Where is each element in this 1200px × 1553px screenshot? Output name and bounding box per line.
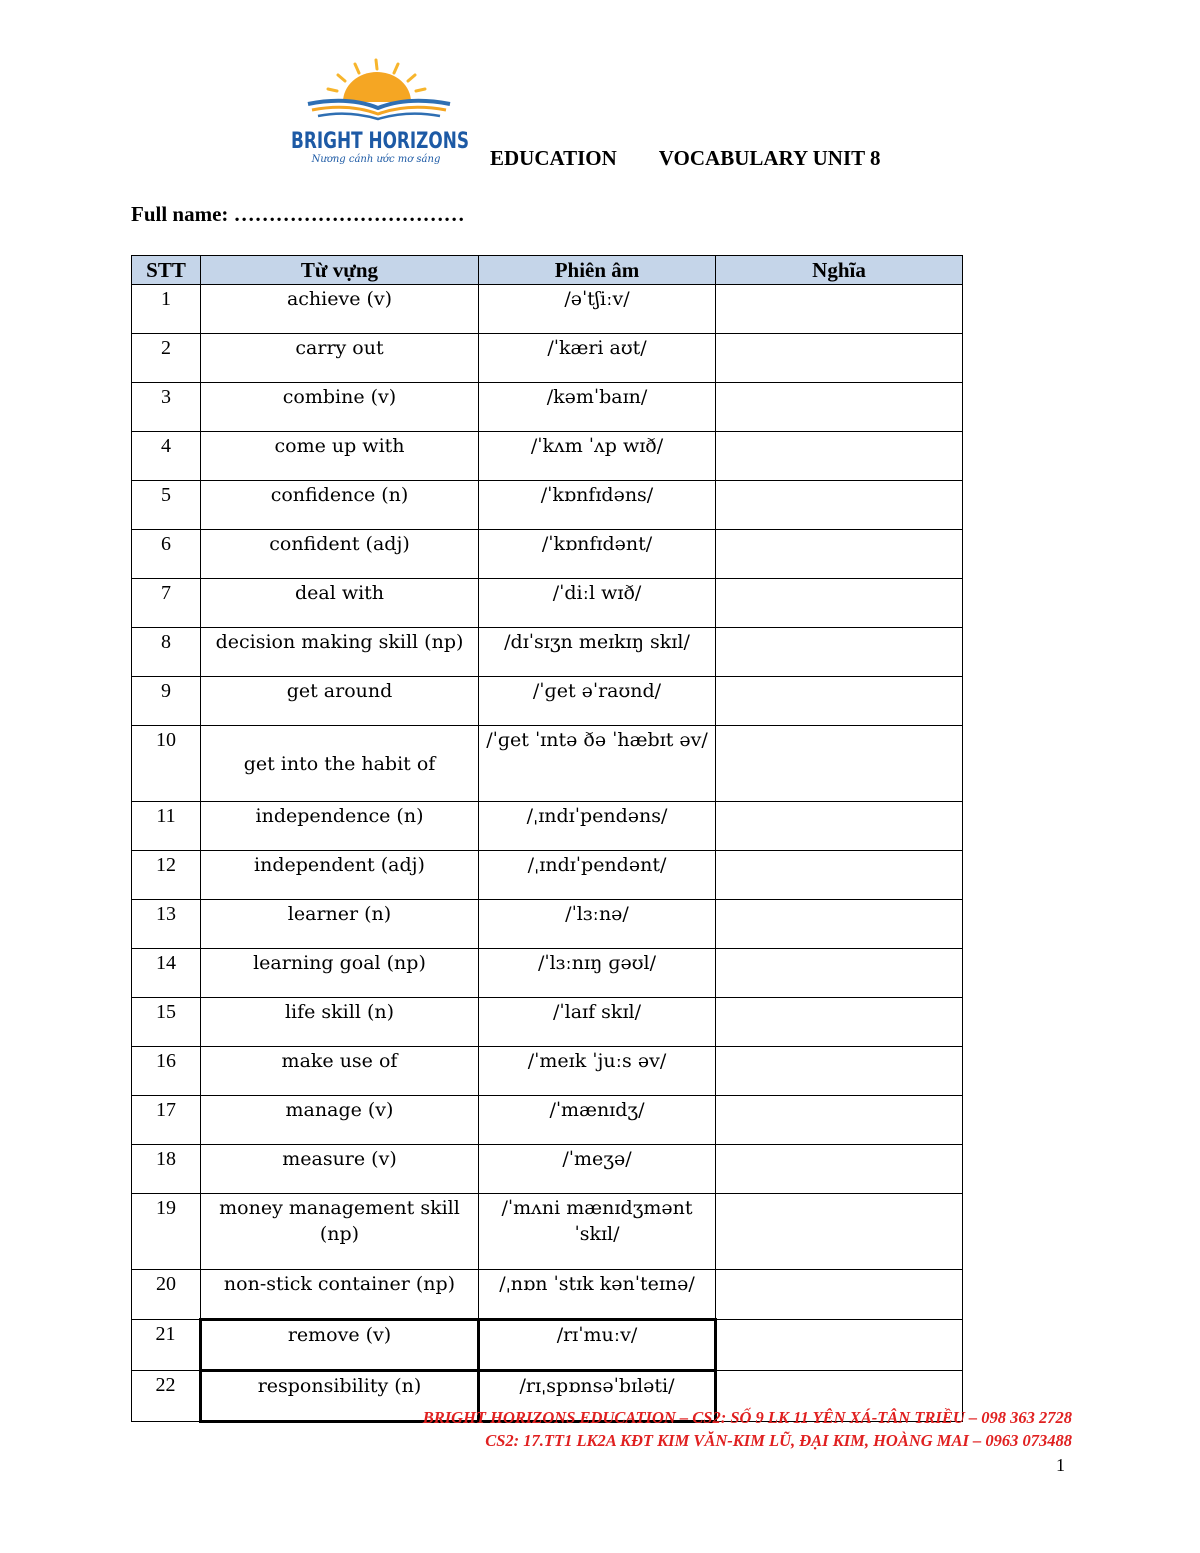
header-word: Từ vựng — [201, 256, 479, 285]
cell-meaning — [716, 481, 963, 530]
cell-ipa: /ˈkɒnfɪdənt/ — [479, 530, 716, 579]
cell-meaning — [716, 285, 963, 334]
table-row — [132, 530, 963, 579]
table-row — [132, 900, 963, 949]
table-row — [132, 1270, 963, 1320]
cell-ipa: /kəmˈbaɪn/ — [479, 383, 716, 432]
sun-book-logo-icon — [288, 56, 472, 168]
cell-word: achieve (v) — [201, 285, 479, 334]
cell-word: responsibility (n) — [201, 1371, 479, 1422]
cell-stt: 12 — [132, 851, 201, 900]
cell-stt: 8 — [132, 628, 201, 677]
cell-meaning — [716, 998, 963, 1047]
table-row — [132, 726, 963, 802]
cell-stt: 3 — [132, 383, 201, 432]
cell-meaning — [716, 900, 963, 949]
cell-stt: 10 — [132, 726, 201, 802]
cell-ipa: /ˈlaɪf skɪl/ — [479, 998, 716, 1047]
cell-stt: 19 — [132, 1194, 201, 1270]
cell-meaning — [716, 334, 963, 383]
cell-word: non-stick container (np) — [201, 1270, 479, 1320]
cell-ipa: /ˌnɒn ˈstɪk kənˈteɪnə/ — [479, 1270, 716, 1320]
cell-stt: 14 — [132, 949, 201, 998]
table-row — [132, 851, 963, 900]
table-row — [132, 628, 963, 677]
cell-stt: 6 — [132, 530, 201, 579]
document-title — [490, 146, 881, 171]
cell-word: money management skill (np) — [201, 1194, 479, 1270]
header-stt: STT — [132, 256, 201, 285]
cell-ipa: /ˈlɜːnɪŋ ɡəʊl/ — [479, 949, 716, 998]
header-ipa: Phiên âm — [479, 256, 716, 285]
title-education: EDUCATION — [490, 146, 617, 170]
cell-word: measure (v) — [201, 1145, 479, 1194]
bright-horizons-logo — [288, 56, 472, 168]
cell-stt: 22 — [132, 1371, 201, 1422]
cell-ipa: /əˈtʃiːv/ — [479, 285, 716, 334]
table-row — [132, 334, 963, 383]
cell-ipa: /ˈdiːl wɪð/ — [479, 579, 716, 628]
table-row — [132, 949, 963, 998]
logo-slogan-text: Nương cánh ước mơ sáng — [311, 154, 441, 165]
table-row — [132, 1320, 963, 1371]
header-meaning: Nghĩa — [716, 256, 963, 285]
cell-ipa: /ˈɡet ˈɪntə ðə ˈhæbɪt əv/ — [479, 726, 716, 802]
cell-ipa: /ˈlɜːnə/ — [479, 900, 716, 949]
cell-stt: 13 — [132, 900, 201, 949]
cell-meaning — [716, 1270, 963, 1320]
cell-ipa: /ˈmʌni mænɪdʒmənt ˈskɪl/ — [479, 1194, 716, 1270]
cell-word: decision making skill (np) — [201, 628, 479, 677]
cell-ipa: /rɪˈmuːv/ — [479, 1320, 716, 1371]
cell-word: learner (n) — [201, 900, 479, 949]
cell-stt: 20 — [132, 1270, 201, 1320]
cell-ipa: /ˈmeɪk ˈjuːs əv/ — [479, 1047, 716, 1096]
vocabulary-table-body — [132, 285, 963, 1422]
cell-stt: 11 — [132, 802, 201, 851]
table-row — [132, 579, 963, 628]
cell-meaning — [716, 949, 963, 998]
cell-ipa: /ˈkʌm ˈʌp wɪð/ — [479, 432, 716, 481]
table-row — [132, 802, 963, 851]
table-header-row — [132, 256, 963, 285]
table-row — [132, 481, 963, 530]
full-name-line: Full name: …………………………… — [131, 202, 465, 226]
cell-meaning — [716, 383, 963, 432]
page-number: 1 — [1056, 1455, 1065, 1475]
cell-meaning — [716, 1047, 963, 1096]
table-row — [132, 383, 963, 432]
cell-meaning — [716, 1096, 963, 1145]
cell-meaning — [716, 802, 963, 851]
cell-ipa: /ˌɪndɪˈpendənt/ — [479, 851, 716, 900]
cell-word: carry out — [201, 334, 479, 383]
table-row — [132, 432, 963, 481]
cell-ipa: /ˈɡet əˈraʊnd/ — [479, 677, 716, 726]
cell-ipa: /dɪˈsɪʒn meɪkɪŋ skɪl/ — [479, 628, 716, 677]
cell-word: independence (n) — [201, 802, 479, 851]
cell-ipa: /ˈmeʒə/ — [479, 1145, 716, 1194]
cell-word: deal with — [201, 579, 479, 628]
cell-meaning — [716, 851, 963, 900]
cell-stt: 15 — [132, 998, 201, 1047]
cell-word: confidence (n) — [201, 481, 479, 530]
table-row — [132, 1096, 963, 1145]
cell-word: independent (adj) — [201, 851, 479, 900]
cell-meaning — [716, 1320, 963, 1371]
cell-word: combine (v) — [201, 383, 479, 432]
cell-meaning — [716, 1194, 963, 1270]
cell-meaning — [716, 628, 963, 677]
cell-stt: 2 — [132, 334, 201, 383]
table-row — [132, 1194, 963, 1270]
cell-meaning — [716, 579, 963, 628]
cell-word: get around — [201, 677, 479, 726]
cell-ipa: /ˈkæri aʊt/ — [479, 334, 716, 383]
cell-stt: 7 — [132, 579, 201, 628]
cell-ipa: /ˈkɒnfɪdəns/ — [479, 481, 716, 530]
cell-word: learning goal (np) — [201, 949, 479, 998]
vocabulary-table — [131, 255, 963, 1423]
cell-stt: 1 — [132, 285, 201, 334]
cell-stt: 17 — [132, 1096, 201, 1145]
cell-ipa: /ˈmænɪdʒ/ — [479, 1096, 716, 1145]
footer-address-line-2: CS2: 17.TT1 LK2A KĐT KIM VĂN-KIM LŨ, ĐẠI KIM, HOÀNG MAI – 0963 073488 — [485, 1431, 1072, 1450]
footer-address-line-1: BRIGHT HORIZONS EDUCATION – CS2: SỐ 9 LK 11 YÊN XÁ-TÂN TRIỀU – 098 363 2728 — [422, 1408, 1072, 1427]
cell-stt: 21 — [132, 1320, 201, 1371]
cell-word: get into the habit of — [201, 726, 479, 802]
table-row — [132, 285, 963, 334]
cell-meaning — [716, 726, 963, 802]
title-vocabulary-unit: VOCABULARY UNIT 8 — [658, 146, 881, 170]
table-row — [132, 677, 963, 726]
cell-stt: 16 — [132, 1047, 201, 1096]
cell-meaning — [716, 432, 963, 481]
cell-stt: 9 — [132, 677, 201, 726]
table-row — [132, 1047, 963, 1096]
cell-word: life skill (n) — [201, 998, 479, 1047]
logo-brand-text: BRIGHT HORIZONS — [291, 129, 469, 154]
cell-ipa: /rɪˌspɒnsəˈbɪləti/ — [479, 1371, 716, 1422]
cell-meaning — [716, 1145, 963, 1194]
cell-stt: 4 — [132, 432, 201, 481]
cell-word: make use of — [201, 1047, 479, 1096]
table-row — [132, 998, 963, 1047]
cell-word: confident (adj) — [201, 530, 479, 579]
cell-stt: 18 — [132, 1145, 201, 1194]
cell-meaning — [716, 530, 963, 579]
table-row — [132, 1145, 963, 1194]
cell-meaning — [716, 677, 963, 726]
cell-stt: 5 — [132, 481, 201, 530]
cell-ipa: /ˌɪndɪˈpendəns/ — [479, 802, 716, 851]
cell-word: come up with — [201, 432, 479, 481]
cell-word: remove (v) — [201, 1320, 479, 1371]
cell-word: manage (v) — [201, 1096, 479, 1145]
